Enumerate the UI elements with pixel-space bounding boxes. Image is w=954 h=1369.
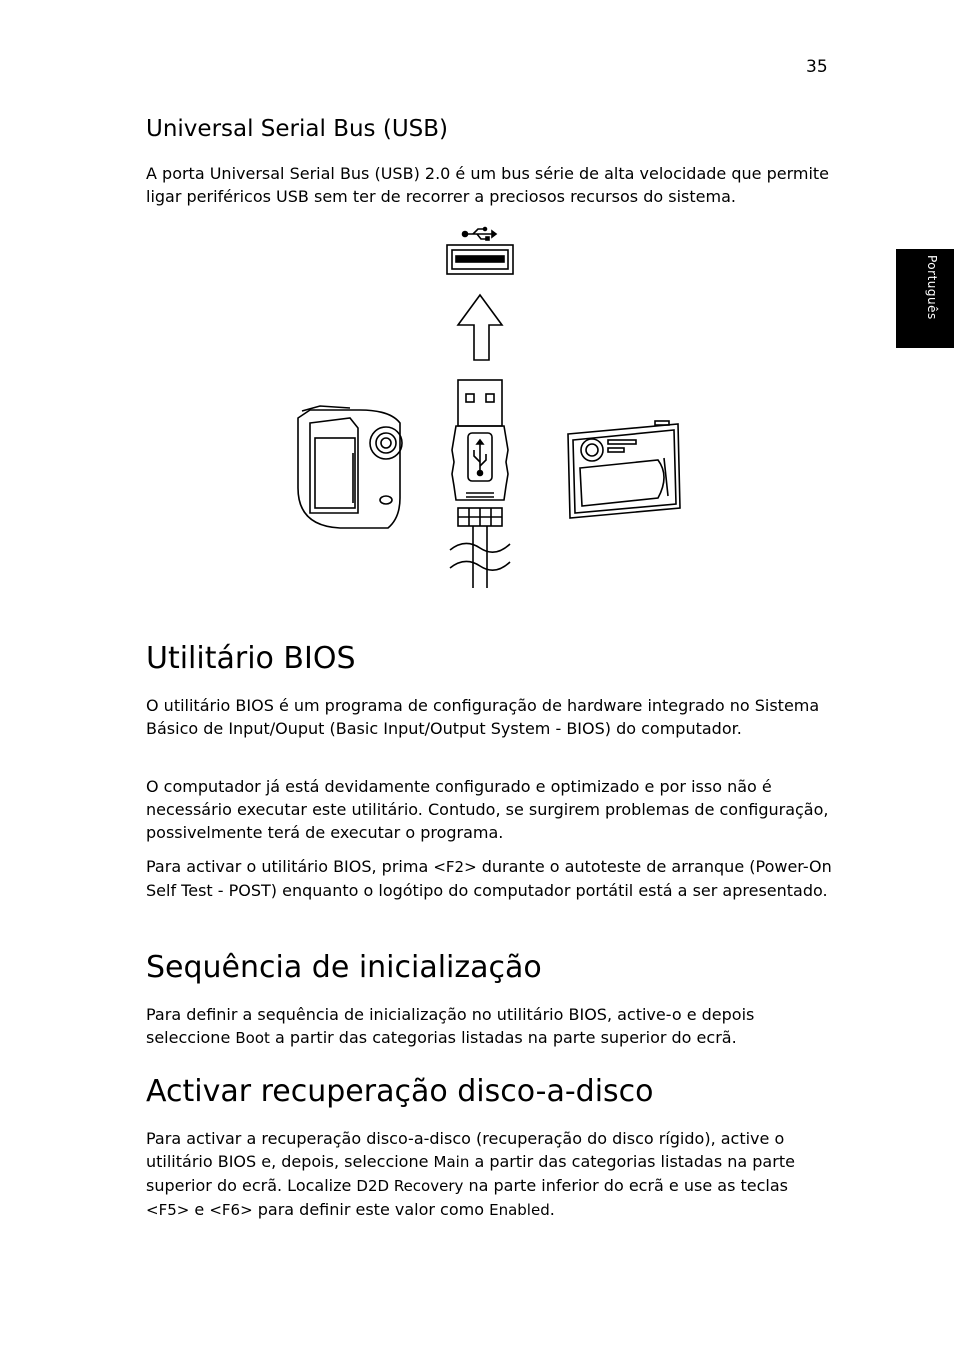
bios-p3-text-b: durante o autoteste de arranque (Power-On Self Test - POST) enquanto o logótipo do computador portátil está a ser apresentado. [146, 857, 832, 900]
usb-section-title: Universal Serial Bus (USB) [146, 116, 448, 142]
language-tab [896, 249, 954, 348]
usb-trident-icon [463, 228, 497, 241]
digital-camera-icon [568, 421, 680, 518]
usb-paragraph: A porta Universal Serial Bus (USB) 2.0 é um bus série de alta velocidade que permite ligar periféricos USB sem ter de recorrer a preciosos recursos do sistema. [146, 164, 830, 206]
d2d-recovery-label: D2D Recovery [356, 1177, 464, 1195]
d2d-text-e: e [189, 1200, 210, 1219]
camcorder-icon [298, 406, 402, 528]
d2d-text-c: na parte inferior do ecrã e use as teclas [463, 1176, 788, 1195]
usb-port-icon [447, 245, 513, 274]
d2d-text-b: a partir das categorias listadas na parte superior do ecrã. Localize [146, 1152, 795, 1195]
key-f2: <F2> [433, 858, 477, 876]
page-number: 35 [806, 57, 828, 77]
boot-section-title: Sequência de inicialização [146, 950, 542, 985]
bios-paragraph-2: O computador já está devidamente configurado e optimizado e por isso não é necessário executar este utilitário. Contudo, se surgirem problemas de configuração, possivelmente terá de executar o programa. [146, 777, 829, 842]
boot-paragraph [146, 1003, 834, 1050]
enabled-value: Enabled [489, 1201, 550, 1219]
language-tab-label: Português [925, 255, 939, 320]
d2d-text-end: . [549, 1200, 555, 1219]
key-f6: <F6> [209, 1201, 253, 1219]
main-menu-label: Main [433, 1153, 470, 1171]
up-arrow-icon [458, 295, 502, 360]
boot-menu-label: Boot [235, 1029, 270, 1047]
d2d-text-a: Para activar a recuperação disco-a-disco (recuperação do disco rígido), active o utilitário BIOS e, depois, seleccione [146, 1129, 785, 1171]
bios-section-title: Utilitário BIOS [146, 641, 356, 676]
d2d-section-title: Activar recuperação disco-a-disco [146, 1074, 654, 1109]
bios-p3-text-a: Para activar o utilitário BIOS, prima [146, 857, 434, 876]
bios-paragraph-1: O utilitário BIOS é um programa de configuração de hardware integrado no Sistema Básico de Input/Ouput (Basic Input/Output System - BIOS) do computador. [146, 696, 820, 738]
bios-paragraph-3 [146, 855, 834, 902]
boot-text-b: a partir das categorias listadas na parte superior do ecrã. [269, 1028, 737, 1047]
usb-plug-icon [450, 380, 510, 588]
d2d-text-d: para definir este valor como [252, 1200, 490, 1219]
boot-text-a: Para definir a sequência de inicialização no utilitário BIOS, active-o e depois seleccione [146, 1005, 755, 1047]
d2d-paragraph [146, 1127, 834, 1222]
key-f5: <F5> [146, 1201, 190, 1219]
usb-illustration [290, 218, 690, 593]
